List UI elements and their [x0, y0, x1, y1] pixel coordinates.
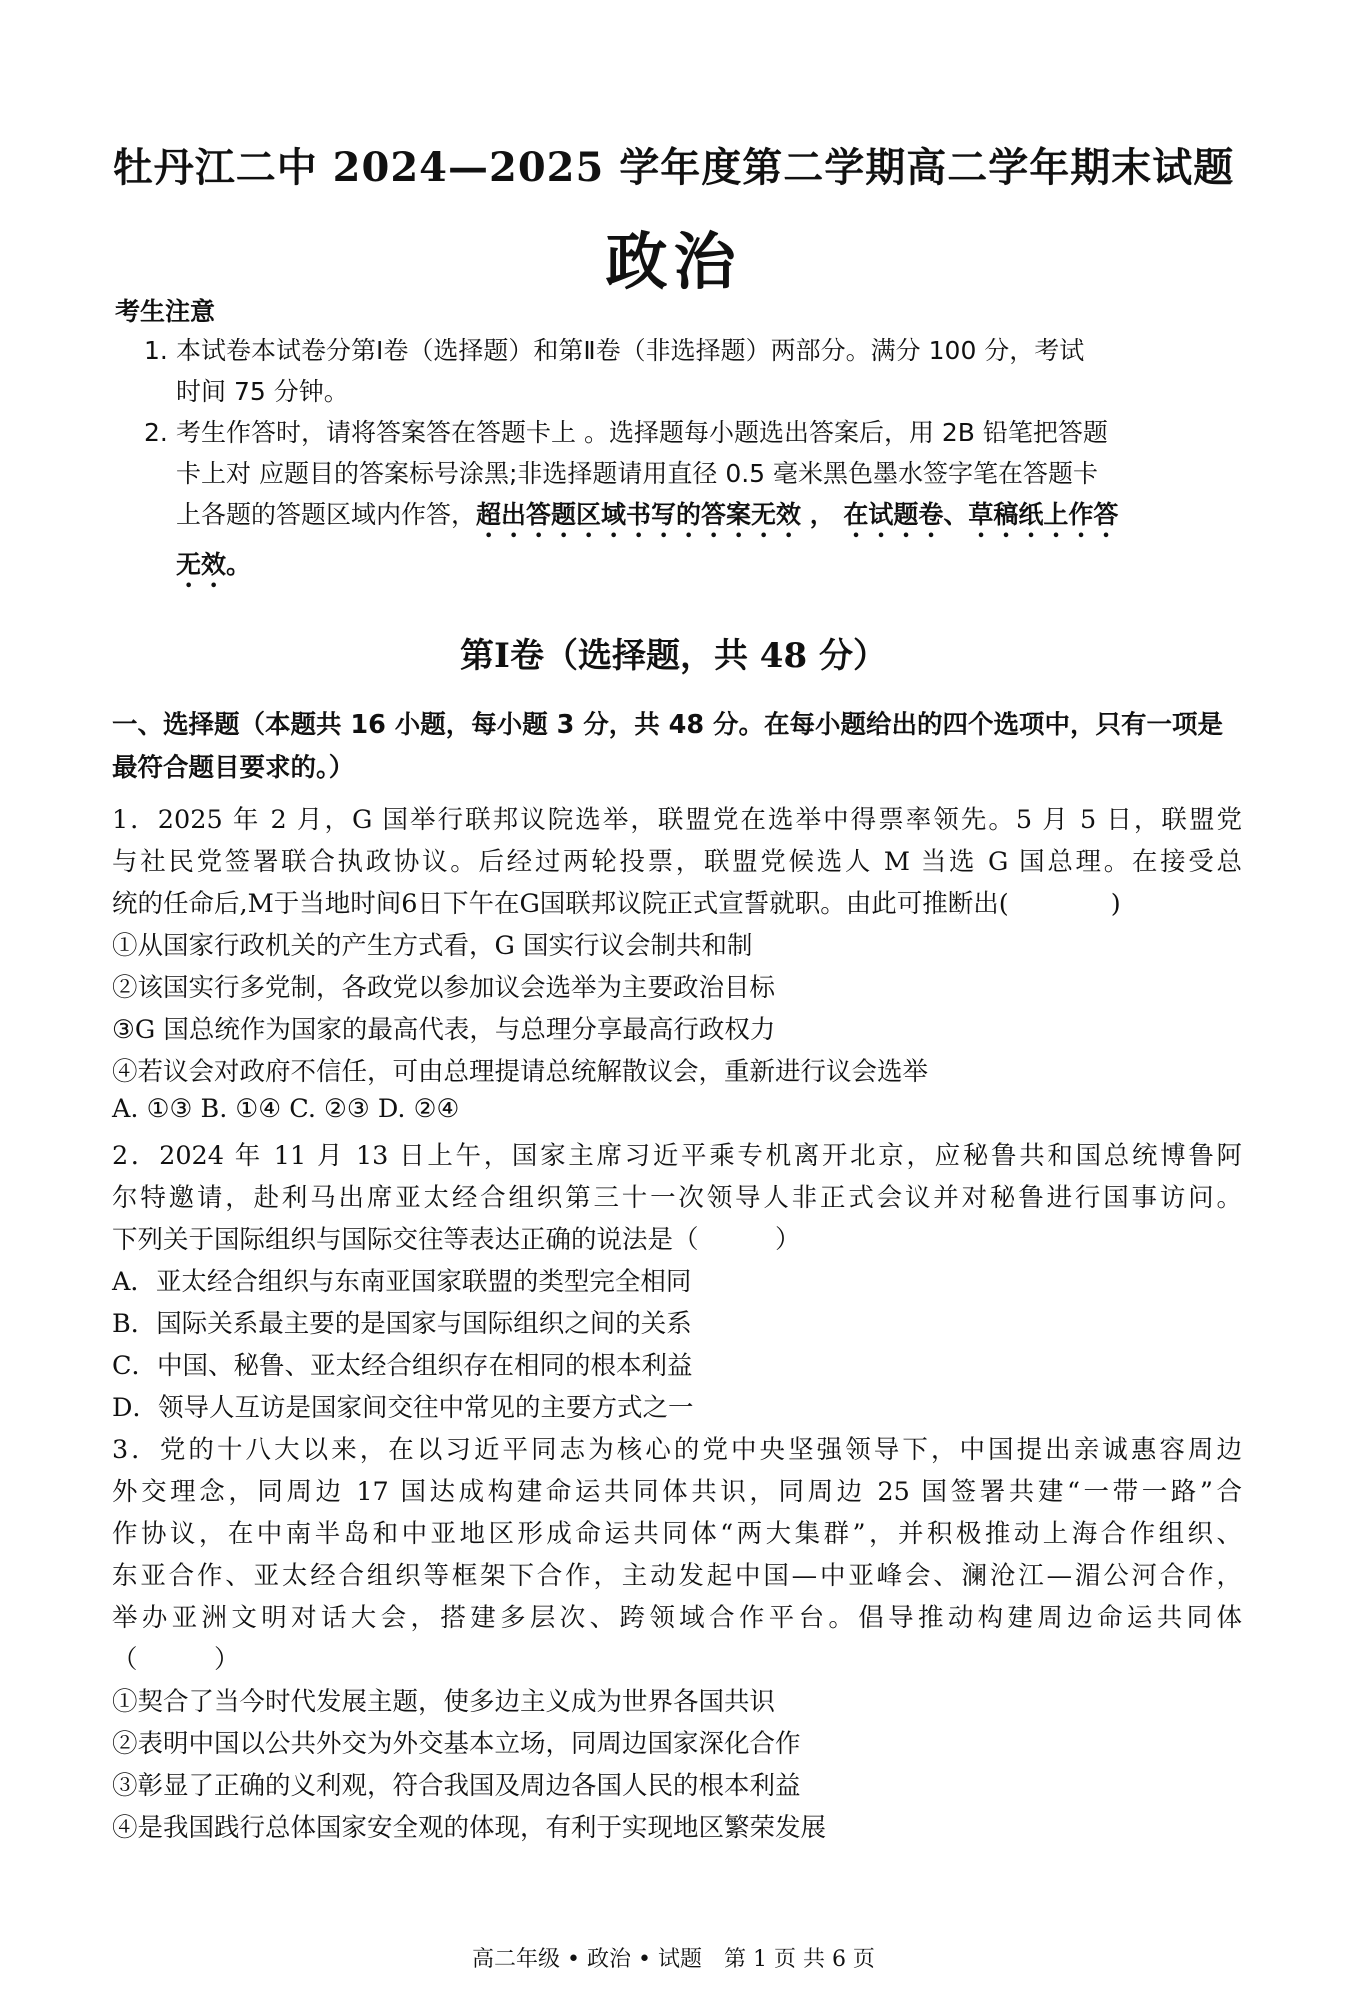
page-footer: 高二年级 • 政治 • 试题 第 1 页 共 6 页: [472, 1947, 875, 1972]
question-3-line: 外交理念，同周边 17 国达成构建命运共同体共识，同周边 25 国签署共建“一带一路”合: [112, 1477, 1242, 1507]
notice-emphasis-text: 超出答题区域书写的答案无效 ， 在试题卷、草稿纸上作答: [476, 500, 1119, 529]
question-3-line: （ ）: [112, 1645, 240, 1675]
question-3-option: ②表明中国以公共外交为外交基本立场，同周边国家深化合作: [112, 1729, 801, 1759]
question-1-line: 与社民党签署联合执政协议。后经过两轮投票，联盟党候选人 M 当选 G 国总理。在接受总: [112, 847, 1242, 877]
question-1-line: 1．2025 年 2 月，G 国举行联邦议院选举，联盟党在选举中得票率领先。5 月 5 日，联盟党: [112, 805, 1242, 835]
question-3-option: ①契合了当今时代发展主题，使多边主义成为世界各国共识: [112, 1687, 776, 1717]
notice-emphasis-text: 无效。: [176, 550, 252, 579]
notice-item-number: 2.: [144, 418, 168, 447]
question-2-line: 下列关于国际组织与国际交往等表达正确的说法是（ ）: [112, 1225, 801, 1255]
notice-item-2: [140, 412, 1240, 594]
notice-heading: 考生注意: [115, 297, 216, 326]
question-1-line: 统的任命后,M于当地时间6日下午在G国联邦议院正式宣誓就职。由此可推断出( ): [112, 889, 1121, 919]
question-1-option: ④若议会对政府不信任，可由总理提请总统解散议会，重新进行议会选举: [112, 1057, 929, 1087]
subject-title: 政治: [605, 225, 742, 298]
question-1-choices: A. ①③ B. ①④ C. ②③ D. ②④: [112, 1094, 460, 1124]
notice-plain-text: 上各题的答题区域内作答，: [176, 500, 477, 529]
notice-item-text: 考生作答时，请将答案答在答题卡上 。选择题每小题选出答案后，用 2B 铅笔把答题: [176, 418, 1108, 447]
question-3-line: 举办亚洲文明对话大会，搭建多层次、跨领域合作平台。倡导推动构建周边命运共同体: [112, 1603, 1242, 1633]
question-1-option: ②该国实行多党制，各政党以参加议会选举为主要政治目标: [112, 973, 776, 1003]
question-3-line: 3．党的十八大以来，在以习近平同志为核心的党中央坚强领导下，中国提出亲诚惠容周边: [112, 1435, 1242, 1465]
part-heading: 一、选择题（本题共 16 小题，每小题 3 分，共 48 分。在每小题给出的四个选项中，只有一项是最符合题目要求的。）: [112, 710, 1223, 783]
question-3-option: ④是我国践行总体国家安全观的体现，有利于实现地区繁荣发展: [112, 1813, 827, 1843]
exam-title: 牡丹江二中 2024—2025 学年度第二学期高二学年期末试题: [112, 144, 1235, 191]
notice-item-text: 本试卷本试卷分第Ⅰ卷（选择题）和第Ⅱ卷（非选择题）两部分。满分 100 分，考试: [176, 336, 1085, 365]
question-3-option: ③彰显了正确的义利观，符合我国及周边各国人民的根本利益: [112, 1771, 801, 1801]
notice-item-1: [140, 330, 1240, 412]
question-1-option: ③G 国总统作为国家的最高代表，与总理分享最高行政权力: [112, 1015, 776, 1045]
question-2-option: C．中国、秘鲁、亚太经合组织存在相同的根本利益: [112, 1351, 693, 1381]
question-2-option: A．亚太经合组织与东南亚国家联盟的类型完全相同: [112, 1267, 692, 1297]
question-2-option: B．国际关系最主要的是国家与国际组织之间的关系: [112, 1309, 692, 1339]
question-3-line: 东亚合作、亚太经合组织等框架下合作，主动发起中国—中亚峰会、澜沧江—湄公河合作，: [112, 1561, 1242, 1591]
question-2-line: 尔特邀请，赴利马出席亚太经合组织第三十一次领导人非正式会议并对秘鲁进行国事访问。: [112, 1183, 1242, 1213]
notice-item-text: 卡上对 应题目的答案标号涂黑;非选择题请用直径 0.5 毫米黑色墨水签字笔在答题卡: [176, 459, 1099, 488]
notice-item-text: 时间 75 分钟。: [176, 377, 349, 406]
question-2-option: D．领导人互访是国家间交往中常见的主要方式之一: [112, 1393, 694, 1423]
notice-item-number: 1.: [144, 336, 168, 365]
section-title: 第Ⅰ卷（选择题，共 48 分）: [460, 636, 887, 676]
question-1-option: ①从国家行政机关的产生方式看，G 国实行议会制共和制: [112, 931, 753, 961]
question-3-line: 作协议，在中南半岛和中亚地区形成命运共同体“两大集群”，并积极推动上海合作组织、: [112, 1519, 1242, 1549]
notice-item-text: [140, 494, 1240, 544]
question-2-line: 2．2024 年 11 月 13 日上午，国家主席习近平乘专机离开北京，应秘鲁共和国总统博鲁阿: [112, 1141, 1242, 1171]
